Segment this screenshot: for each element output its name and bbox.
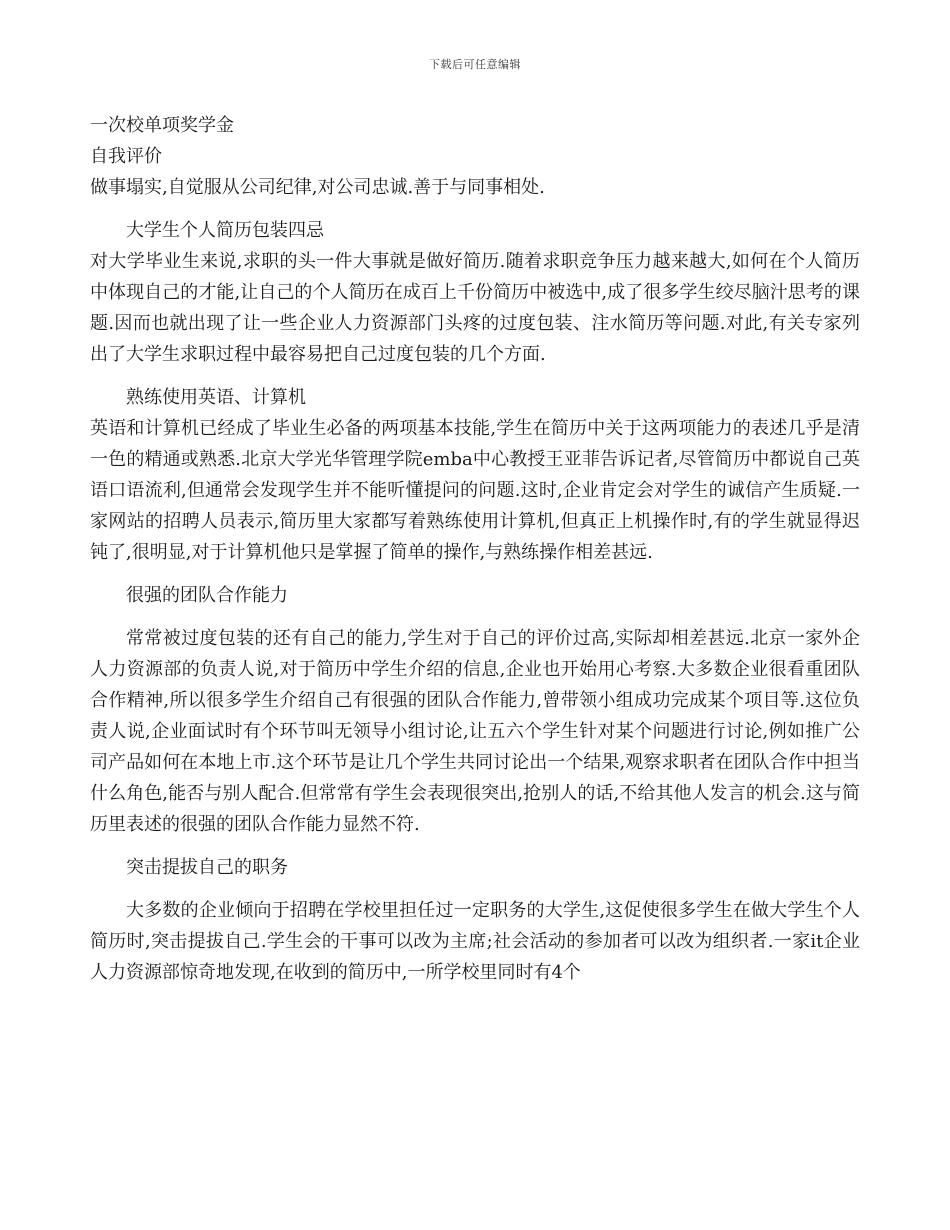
self-evaluation-text: 做事塌实,自觉服从公司纪律,对公司忠诚.善于与同事相处.: [90, 177, 545, 198]
section-heading-four-taboos: 大学生个人简历包装四忌: [126, 220, 324, 241]
section-body-english-computer: 英语和计算机已经成了毕业生必备的两项基本技能,学生在简历中关于这两项能力的表述几乎是清一色的精通或熟悉.北京大学光华管理学院emba中心教授王亚菲告诉记者,尽管简历中都说自己英语口语流利,但通常会发现学生并不能听懂提问的问题.这时,企业肯定会对学生的诚信产生质疑.一家网站的招聘人员表示,简历里大家都写着熟练使用计算机,但真正上机操作时,有的学生就显得迟钝了,很明显,对于计算机他只是掌握了简单的操作,与熟练操作相差甚远.: [90, 418, 860, 563]
section-heading-english-computer: 熟练使用英语、计算机: [126, 387, 306, 408]
section-body-promotion: 大多数的企业倾向于招聘在学校里担任过一定职务的大学生,这促使很多学生在做大学生个人简历时,突击提拔自己.学生会的干事可以改为主席;社会活动的参加者可以改为组织者.一家it企业人力资源部惊奇地发现,在收到的简历中,一所学校里同时有4个: [90, 900, 860, 983]
document-body: [90, 110, 860, 988]
section-heading-teamwork: 很强的团队合作能力: [126, 585, 288, 606]
self-evaluation-label: 自我评价: [90, 146, 162, 167]
award-line: 一次校单项奖学金: [90, 115, 234, 136]
page-header: 下载后可任意编辑: [429, 58, 521, 71]
section-body-teamwork: 常常被过度包装的还有自己的能力,学生对于自己的评价过高,实际却相差甚远.北京一家外企人力资源部的负责人说,对于简历中学生介绍的信息,企业也开始用心考察.大多数企业很看重团队合作精神,所以很多学生介绍自己有很强的团队合作能力,曾带领小组成功完成某个项目等.这位负责人说,企业面试时有个环节叫无领导小组讨论,让五六个学生针对某个问题进行讨论,例如推广公司产品如何在本地上市.这个环节是让几个学生共同讨论出一个结果,观察求职者在团队合作中担当什么角色,能否与别人配合.但常常有学生会表现很突出,抢别人的话,不给其他人发言的机会.这与简历里表述的很强的团队合作能力显然不符.: [90, 628, 860, 835]
section-heading-promotion: 突击提拔自己的职务: [126, 857, 288, 878]
section-body-four-taboos: 对大学毕业生来说,求职的头一件大事就是做好简历.随着求职竞争压力越来越大,如何在个人简历中体现自己的才能,让自己的个人简历在成百上千份简历中被选中,成了很多学生绞尽脑汁思考的课题.因而也就出现了让一些企业人力资源部门头疼的过度包装、注水简历等问题.对此,有关专家列出了大学生求职过程中最容易把自己过度包装的几个方面.: [90, 251, 860, 365]
